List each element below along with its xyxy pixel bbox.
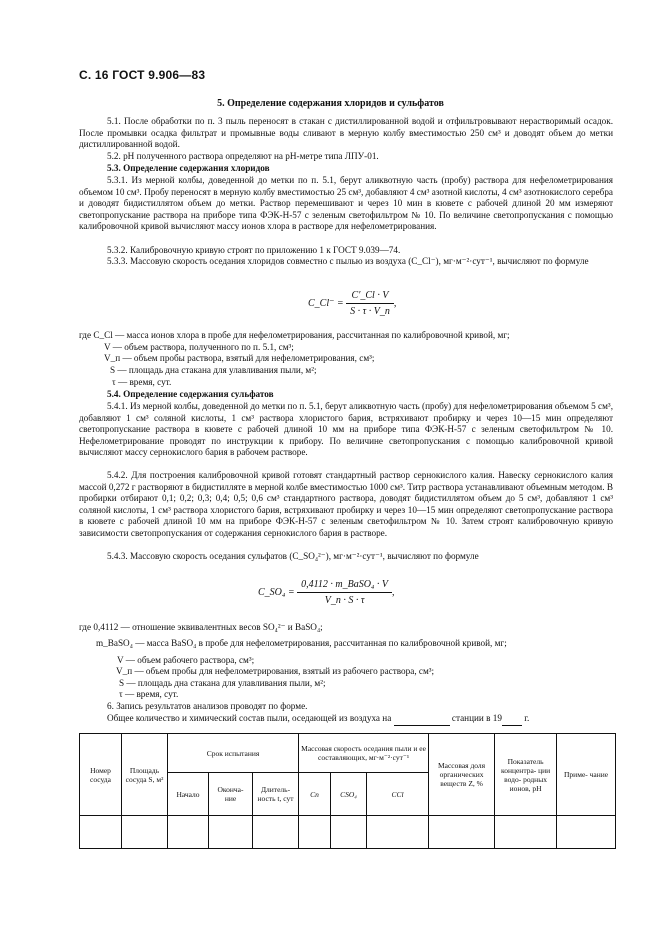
where2-line-2: m_BaSO₄ — масса BaSO₄ в пробе для нефелометрирования, рассчитанная по калибровочной кривой, мг; bbox=[96, 638, 507, 648]
col-ccl: CCl bbox=[367, 773, 429, 816]
station-blank[interactable] bbox=[394, 713, 450, 726]
formula-chlorides-denominator: S · τ · V_п bbox=[350, 306, 390, 317]
col-end: Оконча- ние bbox=[209, 773, 253, 816]
where1-line-1: где C_Cl — масса ионов хлора в пробе для нефелометрирования, рассчитанная по калибровочной кривой, мг; bbox=[79, 330, 510, 340]
page-header: С. 16 ГОСТ 9.906—83 bbox=[79, 68, 206, 82]
formula-chlorides-fraction bbox=[346, 290, 394, 317]
form-title-part-a: Общее количество и химический состав пыли, оседающей из воздуха на bbox=[107, 713, 392, 723]
subsection-5-4-title: 5.4. Определение содержания сульфатов bbox=[107, 389, 274, 399]
formula-sulfates-lhs: C_SO₄ = bbox=[258, 586, 295, 598]
table-cell[interactable] bbox=[367, 816, 429, 849]
col-duration: Длитель- ность t, сут bbox=[253, 773, 299, 816]
table-cell[interactable] bbox=[331, 816, 367, 849]
table-cell[interactable] bbox=[209, 816, 253, 849]
table-cell[interactable] bbox=[557, 816, 616, 849]
table-cell[interactable] bbox=[429, 816, 495, 849]
formula-chlorides-lhs: C_Cl⁻ = bbox=[308, 297, 344, 309]
form-title-part-c: г. bbox=[524, 713, 530, 723]
col-cso4: CSO₄ bbox=[331, 773, 367, 816]
section-5-title: 5. Определение содержания хлоридов и сульфатов bbox=[217, 98, 444, 109]
paragraph-5-2: 5.2. pH полученного раствора определяют на pH-метре типа ЛПУ-01. bbox=[107, 151, 379, 161]
col-note: Приме- чание bbox=[557, 734, 616, 816]
formula-chlorides: C_Cl⁻ = $\frac{C'\_Cl \cdot V}{S \cdot \tau \cdot V\_п}$ , bbox=[308, 290, 397, 317]
paragraph-5-1: 5.1. После обработки по п. 3 пыль переносят в стакан с дистиллированной водой и отфильтровывают нерастворимый осадок. После промывки осадка фильтрат и промывные воды сливают в мерную колбу вместимостью 250 см³ и доводят объем до метки дистиллированной водой. bbox=[79, 116, 613, 150]
where2-line-5: S — площадь дна стакана для улавливания пыли, м²; bbox=[119, 678, 326, 688]
where1-line-2: V — объем раствора, полученного по п. 5.1, см³; bbox=[104, 342, 294, 352]
paragraph-5-3-1: 5.3.1. Из мерной колбы, доведенной до метки по п. 5.1, берут аликвотную часть (пробу) раствора для нефелометрирования объемом 10 см³. Пробу переносят в мерную колбу вместимостью 25 см³, добавляют 4 см³ азотной кислоты, 4 см³ азотнокислого серебра и доводят бидистиллятом объем до метки. Раствор перемешивают и через 10 мин в кювете с рабочей длиной 20 мм измеряют светопропускание раствора на приборе типа ФЭК-Н-57 с зеленым светофильтром № 10. По величине светопропускания с помощью калибровочной кривой вычисляют массу ионов хлора в растворе для нефелометрирования. bbox=[79, 175, 613, 232]
paragraph-5-4-3: 5.4.3. Массовую скорость оседания сульфатов (C_SO₄²⁻), мг·м⁻²·сут⁻¹, вычисляют по формуле bbox=[107, 551, 479, 561]
table-cell[interactable] bbox=[253, 816, 299, 849]
where1-line-5: τ — время, сут. bbox=[112, 377, 172, 387]
formula-sulfates-numerator: 0,4112 · m_BaSO₄ · V bbox=[297, 579, 392, 593]
year-blank[interactable] bbox=[502, 713, 522, 726]
paragraph-5-4-2: 5.4.2. Для построения калибровочной кривой готовят стандартный раствор сернокислого калия. Навеску сернокислого калия массой 0,272 г растворяют в бидистилляте в мерной колбе вместимостью 1000 см³. Титр раствора устанавливают объемным методом. В пробирки отбирают 0,1; 0,2; 0,3; 0,4; 0,5; 0,6 см³ стандартного раствора, доводят бидистиллятом объем до 5 см³, добавляют 1 см³ соляной кислоты, 1 см³ раствора хлористого бария, встряхивают пробирку и через 10—15 мин определяют светопропускание раствора в кювете с рабочей длиной 10 мм на приборе ФЭК-Н-57 с зеленым светофильтром № 10. Затем строят калибровочную кривую зависимости светопропускания от содержания сернокислого бария в растворе. bbox=[79, 470, 613, 538]
col-deposition-rate: Массовая скорость оседания пыли и ее составляющих, мг·м⁻²·сут⁻¹ bbox=[299, 734, 429, 773]
formula-sulfates-denominator: V_п · S · τ bbox=[324, 595, 365, 606]
col-cn: Cп bbox=[299, 773, 331, 816]
col-vessel-number: Номер сосуда bbox=[80, 734, 122, 816]
where2-line-3: V — объем рабочего раствора, см³; bbox=[117, 655, 255, 665]
col-ph: Показатель концентра- ции водо- родных ионов, pH bbox=[495, 734, 557, 816]
paragraph-5-3-2: 5.3.2. Калибровочную кривую строят по приложению 1 к ГОСТ 9.039—74. bbox=[107, 245, 401, 255]
table-row bbox=[80, 816, 616, 849]
col-test-period: Срок испытания bbox=[168, 734, 299, 773]
table-cell[interactable] bbox=[122, 816, 168, 849]
formula-sulfates-fraction bbox=[297, 579, 392, 606]
paragraph-5-4-1: 5.4.1. Из мерной колбы, доведенной до метки по п. 5.1, берут аликвотную часть (пробу) для нефелометрирования объемом 5 см³, добавляют 1 см³ соляной кислоты, 1 см³ раствора хлористого бария, встряхивают пробирку и через 10—15 мин определяют светопропускание раствора в кювете с рабочей длиной 10 мм на приборе типа ФЭК-Н-57 с зеленым светофильтром № 10. Нефелометрирование проводят по инструкции к прибору. По величине светопропускания с помощью калибровочной кривой вычисляют массу сернокислого бария в рабочем растворе. bbox=[79, 401, 613, 458]
where2-line-4: V_п — объем пробы для нефелометрирования, взятый из рабочего раствора, см³; bbox=[116, 666, 435, 676]
formula-sulfates: C_SO₄ = $\frac{\text{0,4112 · m\_BaSO₄ · V}}{V\_п \cdot S \cdot \tau}$ , bbox=[258, 579, 395, 606]
col-vessel-area: Площадь сосуда S, м² bbox=[122, 734, 168, 816]
subsection-5-3-title: 5.3. Определение содержания хлоридов bbox=[107, 163, 270, 173]
form-title-line bbox=[107, 713, 529, 726]
table-cell[interactable] bbox=[80, 816, 122, 849]
where2-line-6: τ — время, сут. bbox=[119, 689, 179, 699]
where1-line-4: S — площадь дна стакана для улавливания пыли, м²; bbox=[110, 365, 317, 375]
table-cell[interactable] bbox=[299, 816, 331, 849]
col-organic-mass: Массовая доля органических веществ Z, % bbox=[429, 734, 495, 816]
form-title-part-b: станции в 19 bbox=[451, 713, 502, 723]
formula-chlorides-numerator: C′_Cl · V bbox=[346, 290, 394, 304]
results-form-table bbox=[79, 733, 616, 849]
where1-line-3: V_п — объем пробы раствора, взятый для нефелометрирования, см³; bbox=[104, 353, 375, 363]
paragraph-6: 6. Запись результатов анализов проводят по форме. bbox=[107, 701, 308, 711]
table-cell[interactable] bbox=[168, 816, 209, 849]
paragraph-5-3-3: 5.3.3. Массовую скорость оседания хлоридов совместно с пылью из воздуха (C_Cl⁻), мг·м⁻²·сут⁻¹, вычисляют по формуле bbox=[107, 256, 589, 266]
col-start: Начало bbox=[168, 773, 209, 816]
where2-line-1: где 0,4112 — отношение эквивалентных весов SO₄²⁻ и BaSO₄; bbox=[79, 622, 323, 632]
table-cell[interactable] bbox=[495, 816, 557, 849]
